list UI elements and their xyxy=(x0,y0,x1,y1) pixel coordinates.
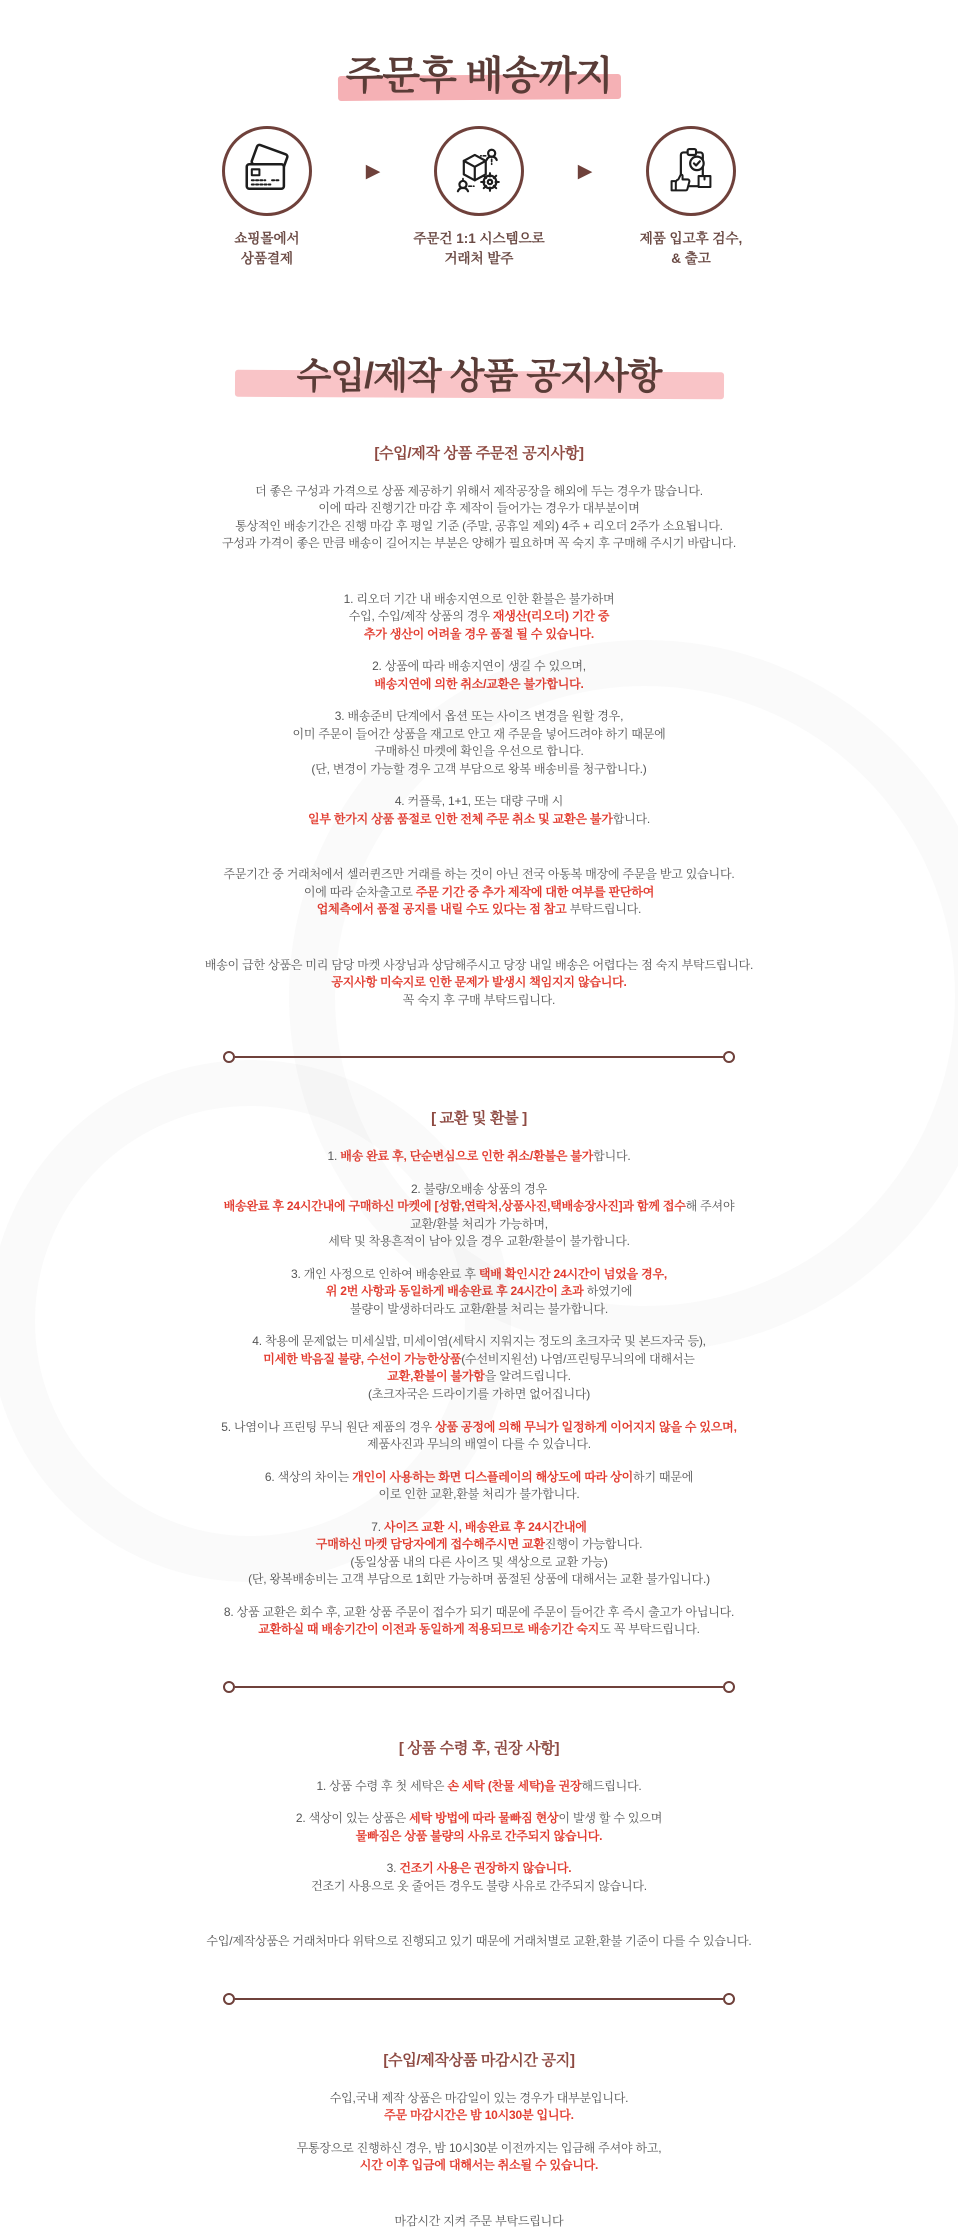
step-label-line1: 제품 입고후 검수, xyxy=(640,231,743,246)
text-run: 불량이 발생하더라도 교환/환불 처리는 불가합니다. xyxy=(350,1302,608,1316)
text-line xyxy=(137,957,821,975)
text-block xyxy=(137,1604,821,1639)
text-run: 2. 상품에 따라 배송지연이 생길 수 있으며, xyxy=(372,659,586,673)
text-line xyxy=(137,1554,821,1572)
text-run: 상품 공정에 의해 무늬가 일정하게 이어지지 않을 수 있으며, xyxy=(435,1420,737,1434)
text-run: (동일상품 내의 다른 사이즈 및 색상으로 교환 가능) xyxy=(350,1555,607,1569)
text-line xyxy=(137,1860,821,1878)
step-label xyxy=(413,229,544,270)
text-line xyxy=(137,1933,821,1951)
process-step-order xyxy=(391,126,567,270)
text-line xyxy=(137,1368,821,1386)
order-system-icon xyxy=(434,126,524,216)
text-run: 제품사진과 무늬의 배열이 다를 수 있습니다. xyxy=(367,1437,591,1451)
text-line xyxy=(137,811,821,829)
text-line xyxy=(137,2213,821,2230)
text-line xyxy=(137,1198,821,1216)
text-run: 2. 색상이 있는 상품은 xyxy=(296,1811,409,1825)
divider-dot-icon xyxy=(723,1993,735,2005)
text-run: 수입,국내 제작 상품은 마감일이 있는 경우가 대부분입니다. xyxy=(330,2091,628,2105)
text-run: 수입/제작상품은 거래처마다 위탁으로 진행되고 있기 때문에 거래처별로 교환,환불 기준이 다를 수 있습니다. xyxy=(206,1934,751,1948)
text-line xyxy=(137,500,821,518)
text-run: 하기 때문에 xyxy=(633,1470,693,1484)
text-run: 교환하실 때 배송기간이 이전과 동일하게 적용되므로 배송기간 숙지 xyxy=(258,1622,599,1636)
text-block xyxy=(137,1469,821,1504)
text-run: 손 세탁 (찬물 세탁)을 권장 xyxy=(447,1779,581,1793)
text-run: 위 2번 사항과 동일하게 배송완료 후 24시간이 초과 xyxy=(326,1284,587,1298)
text-run: 택배 확인시간 24시간이 넘었을 경우, xyxy=(479,1267,667,1281)
arrow-right-icon: ▶ xyxy=(355,160,391,183)
text-run: 배송이 급한 상품은 미리 담당 마켓 사장님과 상담해주시고 당장 내일 배송은 어렵다는 점 숙지 부탁드립니다. xyxy=(205,958,753,972)
text-run: 1. xyxy=(328,1149,341,1163)
section-divider xyxy=(223,1681,735,1693)
text-run: 8. 상품 교환은 회수 후, 교환 상품 주문이 접수가 되기 때문에 주문이 들어간 후 즉시 출고가 아닙니다. xyxy=(224,1605,734,1619)
text-run: 업체측에서 품절 공지를 내릴 수도 있다는 점 참고 xyxy=(317,902,570,916)
text-block xyxy=(137,483,821,553)
text-run: 마감시간 지켜 주문 부탁드립니다 xyxy=(395,2214,564,2228)
arrow-right-icon: ▶ xyxy=(567,160,603,183)
text-run: 하였기에 xyxy=(587,1284,633,1298)
section-heading: [ 교환 및 환불 ] xyxy=(137,1107,821,1128)
text-line xyxy=(137,676,821,694)
text-run: 공지사항 미숙지로 인한 문제가 발생시 책임지지 않습니다. xyxy=(331,975,626,989)
text-block xyxy=(137,2213,821,2230)
inspection-shipping-icon xyxy=(646,126,736,216)
text-run: 이미 주문이 들어간 상품을 재고로 안고 재 주문을 넣어드려야 하기 때문에 xyxy=(292,727,665,741)
text-line xyxy=(137,1301,821,1319)
credit-card-icon xyxy=(222,126,312,216)
text-run: 시간 이후 입금에 대해서는 취소될 수 있습니다. xyxy=(360,2158,598,2172)
text-run: 사이즈 교환 시, 배송완료 후 24시간내에 xyxy=(384,1520,587,1534)
text-block xyxy=(137,1181,821,1251)
page-title xyxy=(129,0,829,100)
divider-dot-icon xyxy=(223,1993,235,2005)
divider-dot-icon xyxy=(723,1051,735,1063)
text-line xyxy=(137,1486,821,1504)
text-block xyxy=(137,2140,821,2175)
text-run: (단, 변경이 가능할 경우 고객 부담으로 왕복 배송비를 청구합니다.) xyxy=(311,762,646,776)
text-line xyxy=(137,626,821,644)
step-label xyxy=(640,229,743,270)
text-block xyxy=(137,1148,821,1166)
notice-title xyxy=(129,270,829,398)
divider-dot-icon xyxy=(723,1681,735,1693)
text-line xyxy=(137,1571,821,1589)
text-line xyxy=(137,518,821,536)
text-run: 해 주셔야 xyxy=(686,1199,735,1213)
text-line xyxy=(137,1778,821,1796)
divider-line xyxy=(235,1998,723,2000)
divider-dot-icon xyxy=(223,1051,235,1063)
text-block xyxy=(137,658,821,693)
step-label xyxy=(234,229,299,270)
text-run: 세탁 방법에 따라 물빠짐 현상 xyxy=(409,1811,558,1825)
text-line xyxy=(137,992,821,1010)
text-line xyxy=(137,483,821,501)
text-run: 건조기 사용으로 옷 줄어든 경우도 불량 사유로 간주되지 않습니다. xyxy=(311,1879,647,1893)
text-line xyxy=(137,1386,821,1404)
text-line xyxy=(137,884,821,902)
text-line xyxy=(137,1419,821,1437)
text-run: 더 좋은 구성과 가격으로 상품 제공하기 위해서 제작공장을 해외에 두는 경우가 많습니다. xyxy=(255,484,703,498)
text-run: 도 꼭 부탁드립니다. xyxy=(599,1622,700,1636)
text-run: 교환,환불이 불가함 xyxy=(387,1369,484,1383)
step-label-line1: 쇼핑몰에서 xyxy=(234,231,299,246)
text-run: 해드립니다. xyxy=(581,1779,641,1793)
text-run: 구매하신 마켓 담당자에게 접수해주시면 교환 xyxy=(316,1537,545,1551)
text-run: 부탁드립니다. xyxy=(570,902,642,916)
text-run: 꼭 숙지 후 구매 부탁드립니다. xyxy=(403,993,555,1007)
page-title-highlight: 주문후 배송까지 xyxy=(340,54,619,100)
text-line xyxy=(137,1148,821,1166)
text-run: 3. 배송준비 단계에서 옵션 또는 사이즈 변경을 원할 경우, xyxy=(335,709,623,723)
text-run: 추가 생산이 어려울 경우 품절 될 수 있습니다. xyxy=(364,627,594,641)
text-line xyxy=(137,2157,821,2175)
text-run: 배송지연에 의한 취소/교환은 불가합니다. xyxy=(374,677,583,691)
text-run: 3. 개인 사정으로 인하여 배송완료 후 xyxy=(291,1267,479,1281)
text-block xyxy=(137,1810,821,1845)
text-line xyxy=(137,1283,821,1301)
text-block xyxy=(137,591,821,644)
text-run: 이로 인한 교환,환불 처리가 불가합니다. xyxy=(378,1487,579,1501)
text-run: 4. 착용에 문제없는 미세실밥, 미세이염(세탁시 지워지는 정도의 초크자국 및 본드자국 등), xyxy=(252,1334,706,1348)
text-run: 통상적인 배송기간은 진행 마감 후 평일 기준 (주말, 공휴일 제외) 4주 + 리오더 2주가 소요됩니다. xyxy=(235,519,723,533)
text-block xyxy=(137,1860,821,1895)
text-block xyxy=(137,1266,821,1319)
text-run: 5. 나염이나 프린팅 무늬 원단 제품의 경우 xyxy=(221,1420,435,1434)
text-run: 수입, 수입/제작 상품의 경우 xyxy=(349,609,493,623)
text-block xyxy=(137,1778,821,1796)
text-block xyxy=(137,793,821,828)
section-heading: [수입/제작 상품 주문전 공지사항] xyxy=(137,442,821,463)
text-line xyxy=(137,1181,821,1199)
text-line xyxy=(137,1810,821,1828)
text-run: 구성과 가격이 좋은 만큼 배송이 길어지는 부분은 양해가 필요하며 꼭 숙지 후 구매해 주시기 바랍니다. xyxy=(222,536,736,550)
step-label-line2: 상품결제 xyxy=(241,251,293,266)
text-run: 진행이 가능합니다. xyxy=(545,1537,642,1551)
text-run: 이에 따라 진행기간 마감 후 제작이 들어가는 경우가 대부분이며 xyxy=(318,501,639,515)
text-line xyxy=(137,866,821,884)
text-line xyxy=(137,708,821,726)
text-line xyxy=(137,1878,821,1896)
text-line xyxy=(137,743,821,761)
text-run: (단, 왕복배송비는 고객 부담으로 1회만 가능하며 품절된 상품에 대해서는 교환 불가입니다.) xyxy=(248,1572,710,1586)
divider-line xyxy=(235,1686,723,1688)
text-block xyxy=(137,2090,821,2125)
process-step-shipping xyxy=(603,126,779,270)
text-run: 건조기 사용은 권장하지 않습니다. xyxy=(399,1861,571,1875)
text-line xyxy=(137,1621,821,1639)
text-line xyxy=(137,1519,821,1537)
text-block xyxy=(137,866,821,919)
step-label-line2: 거래처 발주 xyxy=(445,251,514,266)
text-run: 일부 한가지 상품 품절로 인한 전체 주문 취소 및 교환은 불가 xyxy=(308,812,613,826)
text-line xyxy=(137,726,821,744)
text-line xyxy=(137,1351,821,1369)
notice-content xyxy=(137,442,821,2230)
process-step-payment xyxy=(179,126,355,270)
text-run: 이에 따라 순차출고로 xyxy=(304,885,416,899)
text-block xyxy=(137,708,821,778)
text-run: 주문 기간 중 추가 제작에 대한 여부를 판단하여 xyxy=(416,885,654,899)
text-run: 1. 상품 수령 후 첫 세탁은 xyxy=(316,1779,447,1793)
text-run: 미세한 박음질 불량, 수선이 가능한상품 xyxy=(263,1352,461,1366)
notice-title-highlight: 수입/제작 상품 공지사항 xyxy=(291,354,668,398)
text-block xyxy=(137,1519,821,1589)
text-line xyxy=(137,1266,821,1284)
text-line xyxy=(137,1333,821,1351)
text-line xyxy=(137,591,821,609)
text-line xyxy=(137,608,821,626)
text-run: 2. 불량/오배송 상품의 경우 xyxy=(411,1182,547,1196)
text-run: 3. xyxy=(387,1861,400,1875)
text-block xyxy=(137,1333,821,1403)
text-run: 7. xyxy=(371,1520,384,1534)
divider-line xyxy=(235,1056,723,1058)
text-line xyxy=(137,2140,821,2158)
text-line xyxy=(137,658,821,676)
text-run: 무통장으로 진행하신 경우, 밤 10시30분 이전까지는 입금해 주셔야 하고, xyxy=(297,2141,662,2155)
text-run: 배송 완료 후, 단순변심으로 인한 취소/환불은 불가 xyxy=(340,1149,593,1163)
text-run: 주문 마감시간은 밤 10시30분 입니다. xyxy=(384,2108,574,2122)
text-line xyxy=(137,1233,821,1251)
text-run: 4. 커플룩, 1+1, 또는 대량 구매 시 xyxy=(395,794,563,808)
text-line xyxy=(137,1828,821,1846)
text-run: (수선비지원선) 나염/프린팅무늬의에 대해서는 xyxy=(461,1352,694,1366)
text-run: 배송완료 후 24시간내에 구매하신 마켓에 [성함,연락처,상품사진,택배송장사진]과 함께 접수 xyxy=(224,1199,686,1213)
text-run: 세탁 및 착용흔적이 남아 있을 경우 교환/환불이 불가합니다. xyxy=(328,1234,630,1248)
text-run: 1. 리오더 기간 내 배송지연으로 인한 환불은 불가하며 xyxy=(344,592,615,606)
text-run: 합니다. xyxy=(613,812,650,826)
text-line xyxy=(137,2107,821,2125)
text-line xyxy=(137,2090,821,2108)
text-block xyxy=(137,1419,821,1454)
text-run: 교환/환불 처리가 가능하며, xyxy=(410,1217,548,1231)
text-line xyxy=(137,1436,821,1454)
text-run: 물빠짐은 상품 불량의 사유로 간주되지 않습니다. xyxy=(356,1829,603,1843)
text-block xyxy=(137,1933,821,1951)
section-divider xyxy=(223,1051,735,1063)
text-line xyxy=(137,1469,821,1487)
section-heading: [ 상품 수령 후, 권장 사항] xyxy=(137,1737,821,1758)
text-line xyxy=(137,1216,821,1234)
text-run: 구매하신 마켓에 확인을 우선으로 합니다. xyxy=(374,744,583,758)
notice-page xyxy=(129,0,829,2030)
step-label-line1: 주문건 1:1 시스템으로 xyxy=(413,231,544,246)
text-line xyxy=(137,1604,821,1622)
text-line xyxy=(137,974,821,992)
text-run: 이 발생 할 수 있으며 xyxy=(558,1811,662,1825)
section-heading: [수입/제작상품 마감시간 공지] xyxy=(137,2049,821,2070)
text-run: 재생산(리오더) 기간 중 xyxy=(493,609,609,623)
text-run: 주문기간 중 거래처에서 셀러퀸즈만 거래를 하는 것이 아닌 전국 아동복 매장에 주문을 받고 있습니다. xyxy=(224,867,735,881)
text-line xyxy=(137,793,821,811)
text-block xyxy=(137,957,821,1010)
step-label-line2: & 출고 xyxy=(671,251,711,266)
text-line xyxy=(137,535,821,553)
text-line xyxy=(137,1536,821,1554)
text-line xyxy=(137,901,821,919)
divider-dot-icon xyxy=(223,1681,235,1693)
text-run: 합니다. xyxy=(593,1149,630,1163)
order-process xyxy=(129,126,829,270)
text-run: 6. 색상의 차이는 xyxy=(265,1470,352,1484)
text-run: 개인이 사용하는 화면 디스플레이의 해상도에 따라 상이 xyxy=(352,1470,633,1484)
section-divider xyxy=(223,1993,735,2005)
text-run: 을 알려드립니다. xyxy=(485,1369,571,1383)
text-run: (초크자국은 드라이기를 가하면 없어집니다) xyxy=(368,1387,590,1401)
text-line xyxy=(137,761,821,779)
